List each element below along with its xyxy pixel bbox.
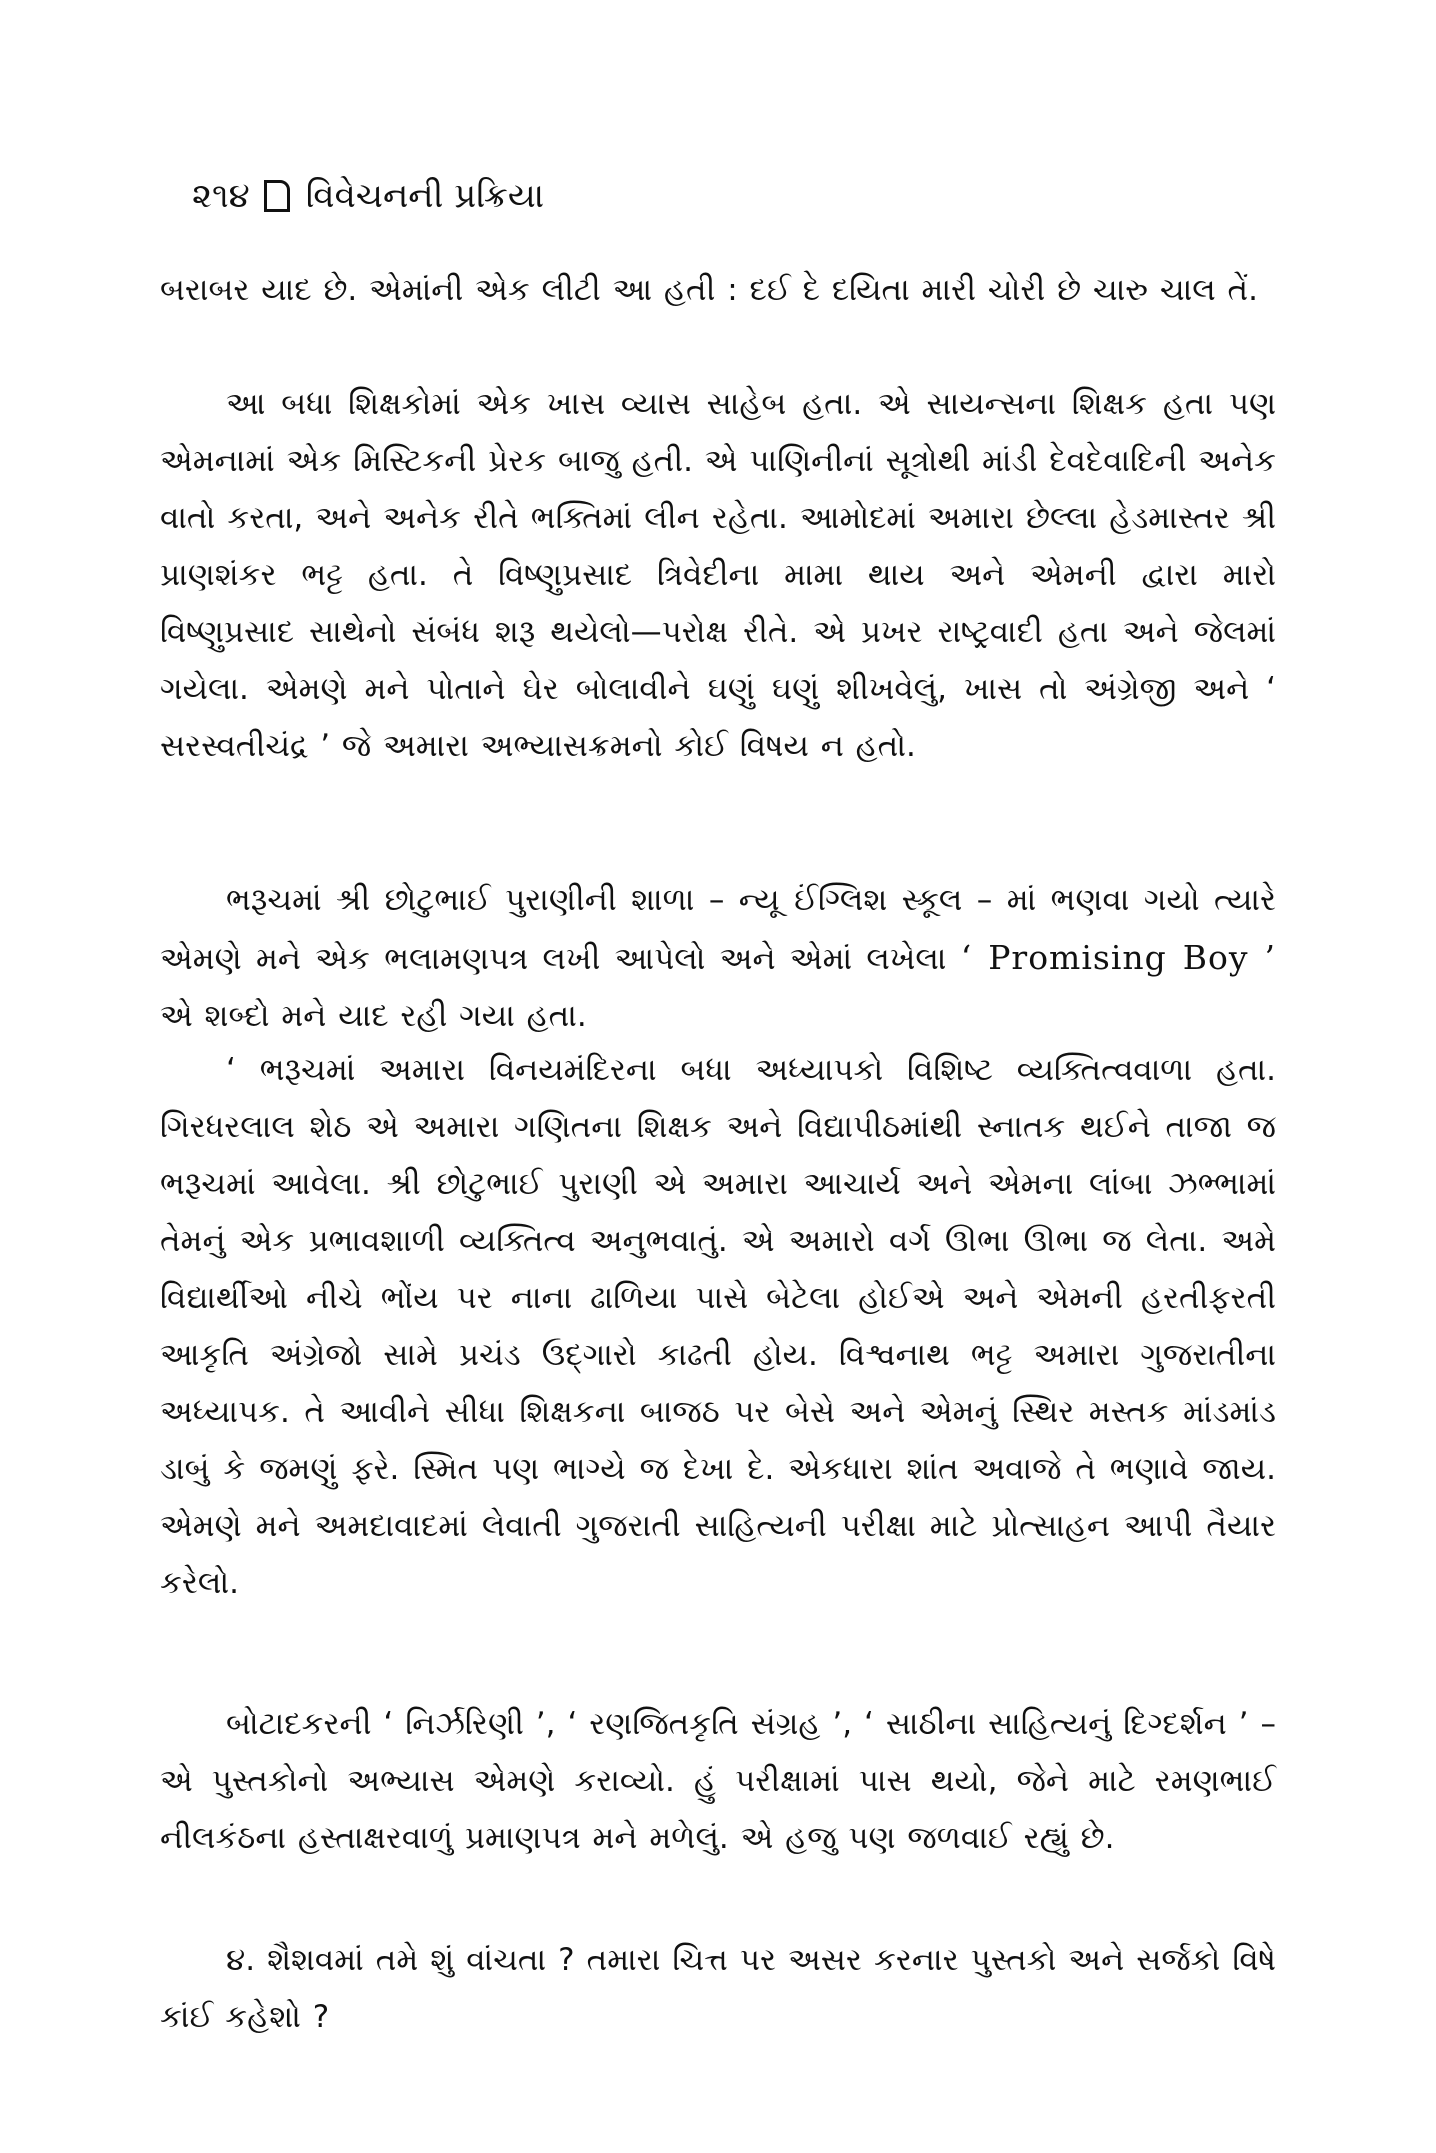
paragraph-text: બરાબર યાદ છે. એમાંની એક લીટી આ હતી : દઈ દે દયિતા મારી ચોરી છે ચારુ ચાલ તેં. xyxy=(160,272,1258,308)
paragraph-teachers xyxy=(160,376,1276,775)
page-number: ૨૧૪ xyxy=(192,176,250,216)
question-text: ૪. શૈશવમાં તમે શું વાંચતા ? તમારા ચિત્ત પર અસર કરનાર પુસ્તકો અને સર્જકો વિષે કાંઈ કહેશો ? xyxy=(160,1942,1276,2035)
paragraph-text-before: ભરૂચમાં શ્રી છોટુભાઈ પુરાણીની શાળા – ન્યૂ ઈંગ્લિશ સ્કૂલ – માં ભણવા ગયો ત્યારે એમણે મને એક ભલામણપત્ર લખી આપેલો અને એમાં લખેલા xyxy=(160,882,1276,977)
page-header xyxy=(192,176,544,216)
paragraph-text: ‘ ભરૂચમાં અમારા વિનયમંદિરના બધા અધ્યાપકો વિશિષ્ટ વ્યક્તિત્વવાળા હતા. ગિરધરલાલ શેઠ એ અમારા ગણિતના શિક્ષક અને વિદ્યાપીઠમાંથી સ્નાતક થઈને તાજા જ ભરૂચમાં આવેલા. શ્રી છોટુભાઈ પુરાણી એ અમારા આચાર્ય અને એમના લાંબા ઝભ્ભામાં તેમનું એક પ્રભાવશાળી વ્યક્તિત્વ અનુભવાતું. એ અમારો વર્ગ ઊભા ઊભા જ લેતા. અમે વિદ્યાર્થીઓ નીચે ભોંય પર નાના ઢાળિયા પાસે બેટેલા હોઈએ અને એમની હરતીફરતી આકૃતિ અંગ્રેજો સામે પ્રચંડ ઉદ્ગારો કાઢતી હોય. વિશ્વનાથ ભટ્ટ અમારા ગુજરાતીના અધ્યાપક. તે આવીને સીધા શિક્ષકના બાજઠ પર બેસે અને એમનું સ્થિર મસ્તક માંડમાંડ ડાબું કે જમણું ફરે. સ્મિત પણ ભાગ્યે જ દેખા દે. એકધારા શાંત અવાજે તે ભણાવે જાય. એમણે મને અમદાવાદમાં લેવાતી ગુજરાતી સાહિત્યની પરીક્ષા માટે પ્રોત્સાહન આપી તૈયાર કરેલો. xyxy=(160,1052,1276,1601)
open-square-ornament-icon xyxy=(264,180,290,212)
english-phrase: ‘ Promising Boy ’ xyxy=(960,938,1276,977)
paragraph-text: બોટાદકરની ‘ નિર્ઝરિણી ’, ‘ રણજિતકૃતિ સંગ્રહ ’, ‘ સાઠીના સાહિત્યનું દિગ્દર્શન ’ – એ પુસ્તકોનો અભ્યાસ એમણે કરાવ્યો. હું પરીક્ષામાં પાસ થયો, જેને માટે રમણભાઈ નીલકંઠના હસ્તાક્ષરવાળું પ્રમાણપત્ર મને મળેલું. એ હજુ પણ જળવાઈ રહ્યું છે. xyxy=(160,1706,1276,1856)
paragraph-text xyxy=(160,872,1276,1045)
paragraph-vinaymandir xyxy=(160,1042,1276,1612)
paragraph-question xyxy=(160,1932,1276,2046)
paragraph-text-after: એ શબ્દો મને યાદ રહી ગયા હતા. xyxy=(160,998,587,1034)
running-title: વિવેચનની પ્રક્રિયા xyxy=(305,176,545,216)
paragraph-text: આ બધા શિક્ષકોમાં એક ખાસ વ્યાસ સાહેબ હતા. એ સાયન્સના શિક્ષક હતા પણ એમનામાં એક મિસ્ટિકની પ્રેરક બાજુ હતી. એ પાણિનીનાં સૂત્રોથી માંડી દેવદેવાદિની અનેક વાતો કરતા, અને અનેક રીતે ભક્તિમાં લીન રહેતા. આમોદમાં અમારા છેલ્લા હેડમાસ્તર શ્રી પ્રાણશંકર ભટ્ટ હતા. તે વિષ્ણુપ્રસાદ ત્રિવેદીના મામા થાય અને એમની દ્વારા મારો વિષ્ણુપ્રસાદ સાથેનો સંબંધ શરૂ થયેલો—પરોક્ષ રીતે. એ પ્રખર રાષ્ટ્રવાદી હતા અને જેલમાં ગયેલા. એમણે મને પોતાને ઘેર બોલાવીને ઘણું ઘણું શીખવેલું, ખાસ તો અંગ્રેજી અને ‘ સરસ્વતીચંદ્ર ’ જે અમારા અભ્યાસક્રમનો કોઈ વિષય ન હતો. xyxy=(160,386,1276,764)
paragraph-books xyxy=(160,1696,1276,1867)
paragraph-bharuch-school xyxy=(160,872,1276,1045)
paragraph-continuation xyxy=(160,262,1276,319)
